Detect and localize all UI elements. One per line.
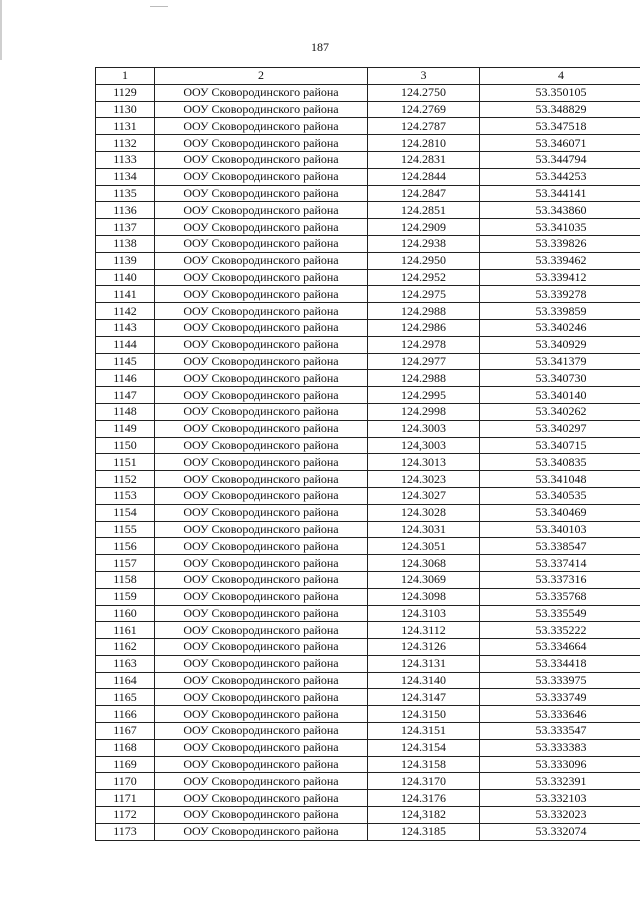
row-number-cell: 1132 — [96, 135, 155, 152]
row-number-cell: 1146 — [96, 370, 155, 387]
latitude-cell: 53.340730 — [480, 370, 640, 387]
longitude-cell: 124.2950 — [368, 252, 480, 269]
row-number-cell: 1138 — [96, 235, 155, 252]
table-row — [96, 135, 640, 152]
column-header: 2 — [155, 68, 368, 85]
table-row — [96, 756, 640, 773]
latitude-cell: 53.344141 — [480, 185, 640, 202]
longitude-cell: 124.2978 — [368, 336, 480, 353]
organization-cell: ООУ Сковородинского района — [155, 823, 368, 840]
longitude-cell: 124.3103 — [368, 605, 480, 622]
row-number-cell: 1134 — [96, 168, 155, 185]
latitude-cell: 53.333547 — [480, 723, 640, 740]
longitude-cell: 124.2810 — [368, 135, 480, 152]
organization-cell: ООУ Сковородинского района — [155, 723, 368, 740]
latitude-cell: 53.332103 — [480, 790, 640, 807]
organization-cell: ООУ Сковородинского района — [155, 403, 368, 420]
longitude-cell: 124.3112 — [368, 622, 480, 639]
row-number-cell: 1136 — [96, 202, 155, 219]
organization-cell: ООУ Сковородинского района — [155, 454, 368, 471]
table-row — [96, 403, 640, 420]
organization-cell: ООУ Сковородинского района — [155, 185, 368, 202]
organization-cell: ООУ Сковородинского района — [155, 286, 368, 303]
latitude-cell: 53.332391 — [480, 773, 640, 790]
table-row — [96, 336, 640, 353]
longitude-cell: 124.3185 — [368, 823, 480, 840]
table-row — [96, 235, 640, 252]
row-number-cell: 1168 — [96, 739, 155, 756]
organization-cell: ООУ Сковородинского района — [155, 252, 368, 269]
organization-cell: ООУ Сковородинского района — [155, 605, 368, 622]
row-number-cell: 1129 — [96, 84, 155, 101]
organization-cell: ООУ Сковородинского района — [155, 437, 368, 454]
organization-cell: ООУ Сковородинского района — [155, 773, 368, 790]
longitude-cell: 124.3013 — [368, 454, 480, 471]
table-row — [96, 84, 640, 101]
longitude-cell: 124.3176 — [368, 790, 480, 807]
table-row — [96, 319, 640, 336]
longitude-cell: 124.3069 — [368, 571, 480, 588]
longitude-cell: 124.2975 — [368, 286, 480, 303]
table-row — [96, 118, 640, 135]
row-number-cell: 1154 — [96, 504, 155, 521]
organization-cell: ООУ Сковородинского района — [155, 504, 368, 521]
latitude-cell: 53.340469 — [480, 504, 640, 521]
latitude-cell: 53.338547 — [480, 538, 640, 555]
row-number-cell: 1142 — [96, 303, 155, 320]
row-number-cell: 1171 — [96, 790, 155, 807]
latitude-cell: 53.346071 — [480, 135, 640, 152]
table-row — [96, 353, 640, 370]
table-row — [96, 823, 640, 840]
longitude-cell: 124.3131 — [368, 655, 480, 672]
organization-cell: ООУ Сковородинского района — [155, 151, 368, 168]
column-header: 3 — [368, 68, 480, 85]
organization-cell: ООУ Сковородинского района — [155, 756, 368, 773]
row-number-cell: 1163 — [96, 655, 155, 672]
longitude-cell: 124.3140 — [368, 672, 480, 689]
organization-cell: ООУ Сковородинского района — [155, 655, 368, 672]
organization-cell: ООУ Сковородинского района — [155, 538, 368, 555]
organization-cell: ООУ Сковородинского района — [155, 689, 368, 706]
table-row — [96, 538, 640, 555]
longitude-cell: 124,3003 — [368, 437, 480, 454]
organization-cell: ООУ Сковородинского района — [155, 336, 368, 353]
longitude-cell: 124.3003 — [368, 420, 480, 437]
table-row — [96, 672, 640, 689]
latitude-cell: 53.340715 — [480, 437, 640, 454]
latitude-cell: 53.339412 — [480, 269, 640, 286]
row-number-cell: 1141 — [96, 286, 155, 303]
table-row — [96, 387, 640, 404]
latitude-cell: 53.339278 — [480, 286, 640, 303]
table-row — [96, 504, 640, 521]
row-number-cell: 1150 — [96, 437, 155, 454]
longitude-cell: 124.2986 — [368, 319, 480, 336]
latitude-cell: 53.344253 — [480, 168, 640, 185]
latitude-cell: 53.335222 — [480, 622, 640, 639]
longitude-cell: 124.2831 — [368, 151, 480, 168]
latitude-cell: 53.348829 — [480, 101, 640, 118]
table-row — [96, 487, 640, 504]
row-number-cell: 1172 — [96, 807, 155, 824]
organization-cell: ООУ Сковородинского района — [155, 202, 368, 219]
row-number-cell: 1137 — [96, 219, 155, 236]
longitude-cell: 124.2952 — [368, 269, 480, 286]
row-number-cell: 1149 — [96, 420, 155, 437]
longitude-cell: 124.3031 — [368, 521, 480, 538]
latitude-cell: 53.337414 — [480, 555, 640, 572]
table-row — [96, 689, 640, 706]
latitude-cell: 53.335549 — [480, 605, 640, 622]
page-number: 187 — [311, 40, 329, 54]
longitude-cell: 124.2847 — [368, 185, 480, 202]
row-number-cell: 1144 — [96, 336, 155, 353]
latitude-cell: 53.334418 — [480, 655, 640, 672]
latitude-cell: 53.339859 — [480, 303, 640, 320]
organization-cell: ООУ Сковородинского района — [155, 555, 368, 572]
longitude-cell: 124.3068 — [368, 555, 480, 572]
longitude-cell: 124.2851 — [368, 202, 480, 219]
organization-cell: ООУ Сковородинского района — [155, 387, 368, 404]
longitude-cell: 124.3147 — [368, 689, 480, 706]
row-number-cell: 1155 — [96, 521, 155, 538]
latitude-cell: 53.341035 — [480, 219, 640, 236]
row-number-cell: 1162 — [96, 639, 155, 656]
table-row — [96, 555, 640, 572]
table-row — [96, 571, 640, 588]
longitude-cell: 124.3027 — [368, 487, 480, 504]
row-number-cell: 1158 — [96, 571, 155, 588]
organization-cell: ООУ Сковородинского района — [155, 521, 368, 538]
organization-cell: ООУ Сковородинского района — [155, 672, 368, 689]
longitude-cell: 124.2787 — [368, 118, 480, 135]
table-row — [96, 706, 640, 723]
longitude-cell: 124.2988 — [368, 370, 480, 387]
longitude-cell: 124.2750 — [368, 84, 480, 101]
longitude-cell: 124.2998 — [368, 403, 480, 420]
organization-cell: ООУ Сковородинского района — [155, 168, 368, 185]
latitude-cell: 53.337316 — [480, 571, 640, 588]
longitude-cell: 124.2988 — [368, 303, 480, 320]
latitude-cell: 53.340246 — [480, 319, 640, 336]
latitude-cell: 53.347518 — [480, 118, 640, 135]
row-number-cell: 1145 — [96, 353, 155, 370]
organization-cell: ООУ Сковородинского района — [155, 353, 368, 370]
row-number-cell: 1173 — [96, 823, 155, 840]
organization-cell: ООУ Сковородинского района — [155, 319, 368, 336]
longitude-cell: 124.3028 — [368, 504, 480, 521]
organization-cell: ООУ Сковородинского района — [155, 471, 368, 488]
row-number-cell: 1139 — [96, 252, 155, 269]
table-row — [96, 185, 640, 202]
row-number-cell: 1148 — [96, 403, 155, 420]
row-number-cell: 1166 — [96, 706, 155, 723]
organization-cell: ООУ Сковородинского района — [155, 84, 368, 101]
table-body — [96, 84, 640, 840]
row-number-cell: 1143 — [96, 319, 155, 336]
organization-cell: ООУ Сковородинского района — [155, 101, 368, 118]
latitude-cell: 53.333749 — [480, 689, 640, 706]
longitude-cell: 124.3158 — [368, 756, 480, 773]
table-row — [96, 454, 640, 471]
row-number-cell: 1157 — [96, 555, 155, 572]
longitude-cell: 124.3098 — [368, 588, 480, 605]
latitude-cell: 53.344794 — [480, 151, 640, 168]
latitude-cell: 53.335768 — [480, 588, 640, 605]
row-number-cell: 1169 — [96, 756, 155, 773]
organization-cell: ООУ Сковородинского района — [155, 807, 368, 824]
latitude-cell: 53.333383 — [480, 739, 640, 756]
row-number-cell: 1161 — [96, 622, 155, 639]
table-row — [96, 639, 640, 656]
table-row — [96, 622, 640, 639]
longitude-cell: 124,3182 — [368, 807, 480, 824]
latitude-cell: 53.332074 — [480, 823, 640, 840]
table-row — [96, 605, 640, 622]
organization-cell: ООУ Сковородинского района — [155, 639, 368, 656]
latitude-cell: 53.333975 — [480, 672, 640, 689]
latitude-cell: 53.334664 — [480, 639, 640, 656]
latitude-cell: 53.339826 — [480, 235, 640, 252]
row-number-cell: 1147 — [96, 387, 155, 404]
row-number-cell: 1159 — [96, 588, 155, 605]
table-row — [96, 219, 640, 236]
organization-cell: ООУ Сковородинского района — [155, 269, 368, 286]
table-row — [96, 521, 640, 538]
organization-cell: ООУ Сковородинского района — [155, 370, 368, 387]
organization-cell: ООУ Сковородинского района — [155, 739, 368, 756]
column-header: 1 — [96, 68, 155, 85]
latitude-cell: 53.340929 — [480, 336, 640, 353]
longitude-cell: 124.3126 — [368, 639, 480, 656]
row-number-cell: 1165 — [96, 689, 155, 706]
latitude-cell: 53.340835 — [480, 454, 640, 471]
table-row — [96, 168, 640, 185]
table-row — [96, 739, 640, 756]
longitude-cell: 124.3150 — [368, 706, 480, 723]
row-number-cell: 1151 — [96, 454, 155, 471]
table-row — [96, 790, 640, 807]
organization-cell: ООУ Сковородинского района — [155, 622, 368, 639]
organization-cell: ООУ Сковородинского района — [155, 706, 368, 723]
table-row — [96, 420, 640, 437]
longitude-cell: 124.3154 — [368, 739, 480, 756]
longitude-cell: 124.3051 — [368, 538, 480, 555]
table-row — [96, 303, 640, 320]
row-number-cell: 1130 — [96, 101, 155, 118]
latitude-cell: 53.333646 — [480, 706, 640, 723]
longitude-cell: 124.2909 — [368, 219, 480, 236]
table-row — [96, 202, 640, 219]
row-number-cell: 1156 — [96, 538, 155, 555]
table-row — [96, 807, 640, 824]
latitude-cell: 53.340262 — [480, 403, 640, 420]
row-number-cell: 1170 — [96, 773, 155, 790]
table-row — [96, 286, 640, 303]
latitude-cell: 53.350105 — [480, 84, 640, 101]
latitude-cell: 53.333096 — [480, 756, 640, 773]
organization-cell: ООУ Сковородинского района — [155, 219, 368, 236]
table-row — [96, 370, 640, 387]
table-row — [96, 101, 640, 118]
longitude-cell: 124.3170 — [368, 773, 480, 790]
row-number-cell: 1152 — [96, 471, 155, 488]
latitude-cell: 53.339462 — [480, 252, 640, 269]
longitude-cell: 124.2769 — [368, 101, 480, 118]
table-row — [96, 437, 640, 454]
row-number-cell: 1131 — [96, 118, 155, 135]
row-number-cell: 1140 — [96, 269, 155, 286]
organization-cell: ООУ Сковородинского района — [155, 303, 368, 320]
column-header: 4 — [480, 68, 640, 85]
organization-cell: ООУ Сковородинского района — [155, 118, 368, 135]
row-number-cell: 1164 — [96, 672, 155, 689]
table-row — [96, 588, 640, 605]
row-number-cell: 1167 — [96, 723, 155, 740]
longitude-cell: 124.3023 — [368, 471, 480, 488]
longitude-cell: 124.2938 — [368, 235, 480, 252]
scan-mark — [150, 6, 168, 7]
organization-cell: ООУ Сковородинского района — [155, 790, 368, 807]
organization-cell: ООУ Сковородинского района — [155, 420, 368, 437]
row-number-cell: 1160 — [96, 605, 155, 622]
row-number-cell: 1153 — [96, 487, 155, 504]
latitude-cell: 53.340103 — [480, 521, 640, 538]
longitude-cell: 124.3151 — [368, 723, 480, 740]
table-row — [96, 723, 640, 740]
latitude-cell: 53.340140 — [480, 387, 640, 404]
table-row — [96, 773, 640, 790]
row-number-cell: 1135 — [96, 185, 155, 202]
row-number-cell: 1133 — [96, 151, 155, 168]
table-row — [96, 269, 640, 286]
organization-cell: ООУ Сковородинского района — [155, 135, 368, 152]
table-header-row — [96, 68, 640, 85]
latitude-cell: 53.341048 — [480, 471, 640, 488]
latitude-cell: 53.341379 — [480, 353, 640, 370]
table-row — [96, 252, 640, 269]
organization-cell: ООУ Сковородинского района — [155, 487, 368, 504]
table-row — [96, 151, 640, 168]
longitude-cell: 124.2995 — [368, 387, 480, 404]
latitude-cell: 53.332023 — [480, 807, 640, 824]
organization-cell: ООУ Сковородинского района — [155, 588, 368, 605]
latitude-cell: 53.343860 — [480, 202, 640, 219]
table-row — [96, 655, 640, 672]
latitude-cell: 53.340535 — [480, 487, 640, 504]
organization-cell: ООУ Сковородинского района — [155, 571, 368, 588]
table-row — [96, 471, 640, 488]
organization-cell: ООУ Сковородинского района — [155, 235, 368, 252]
longitude-cell: 124.2977 — [368, 353, 480, 370]
coordinates-table — [95, 67, 640, 841]
longitude-cell: 124.2844 — [368, 168, 480, 185]
latitude-cell: 53.340297 — [480, 420, 640, 437]
